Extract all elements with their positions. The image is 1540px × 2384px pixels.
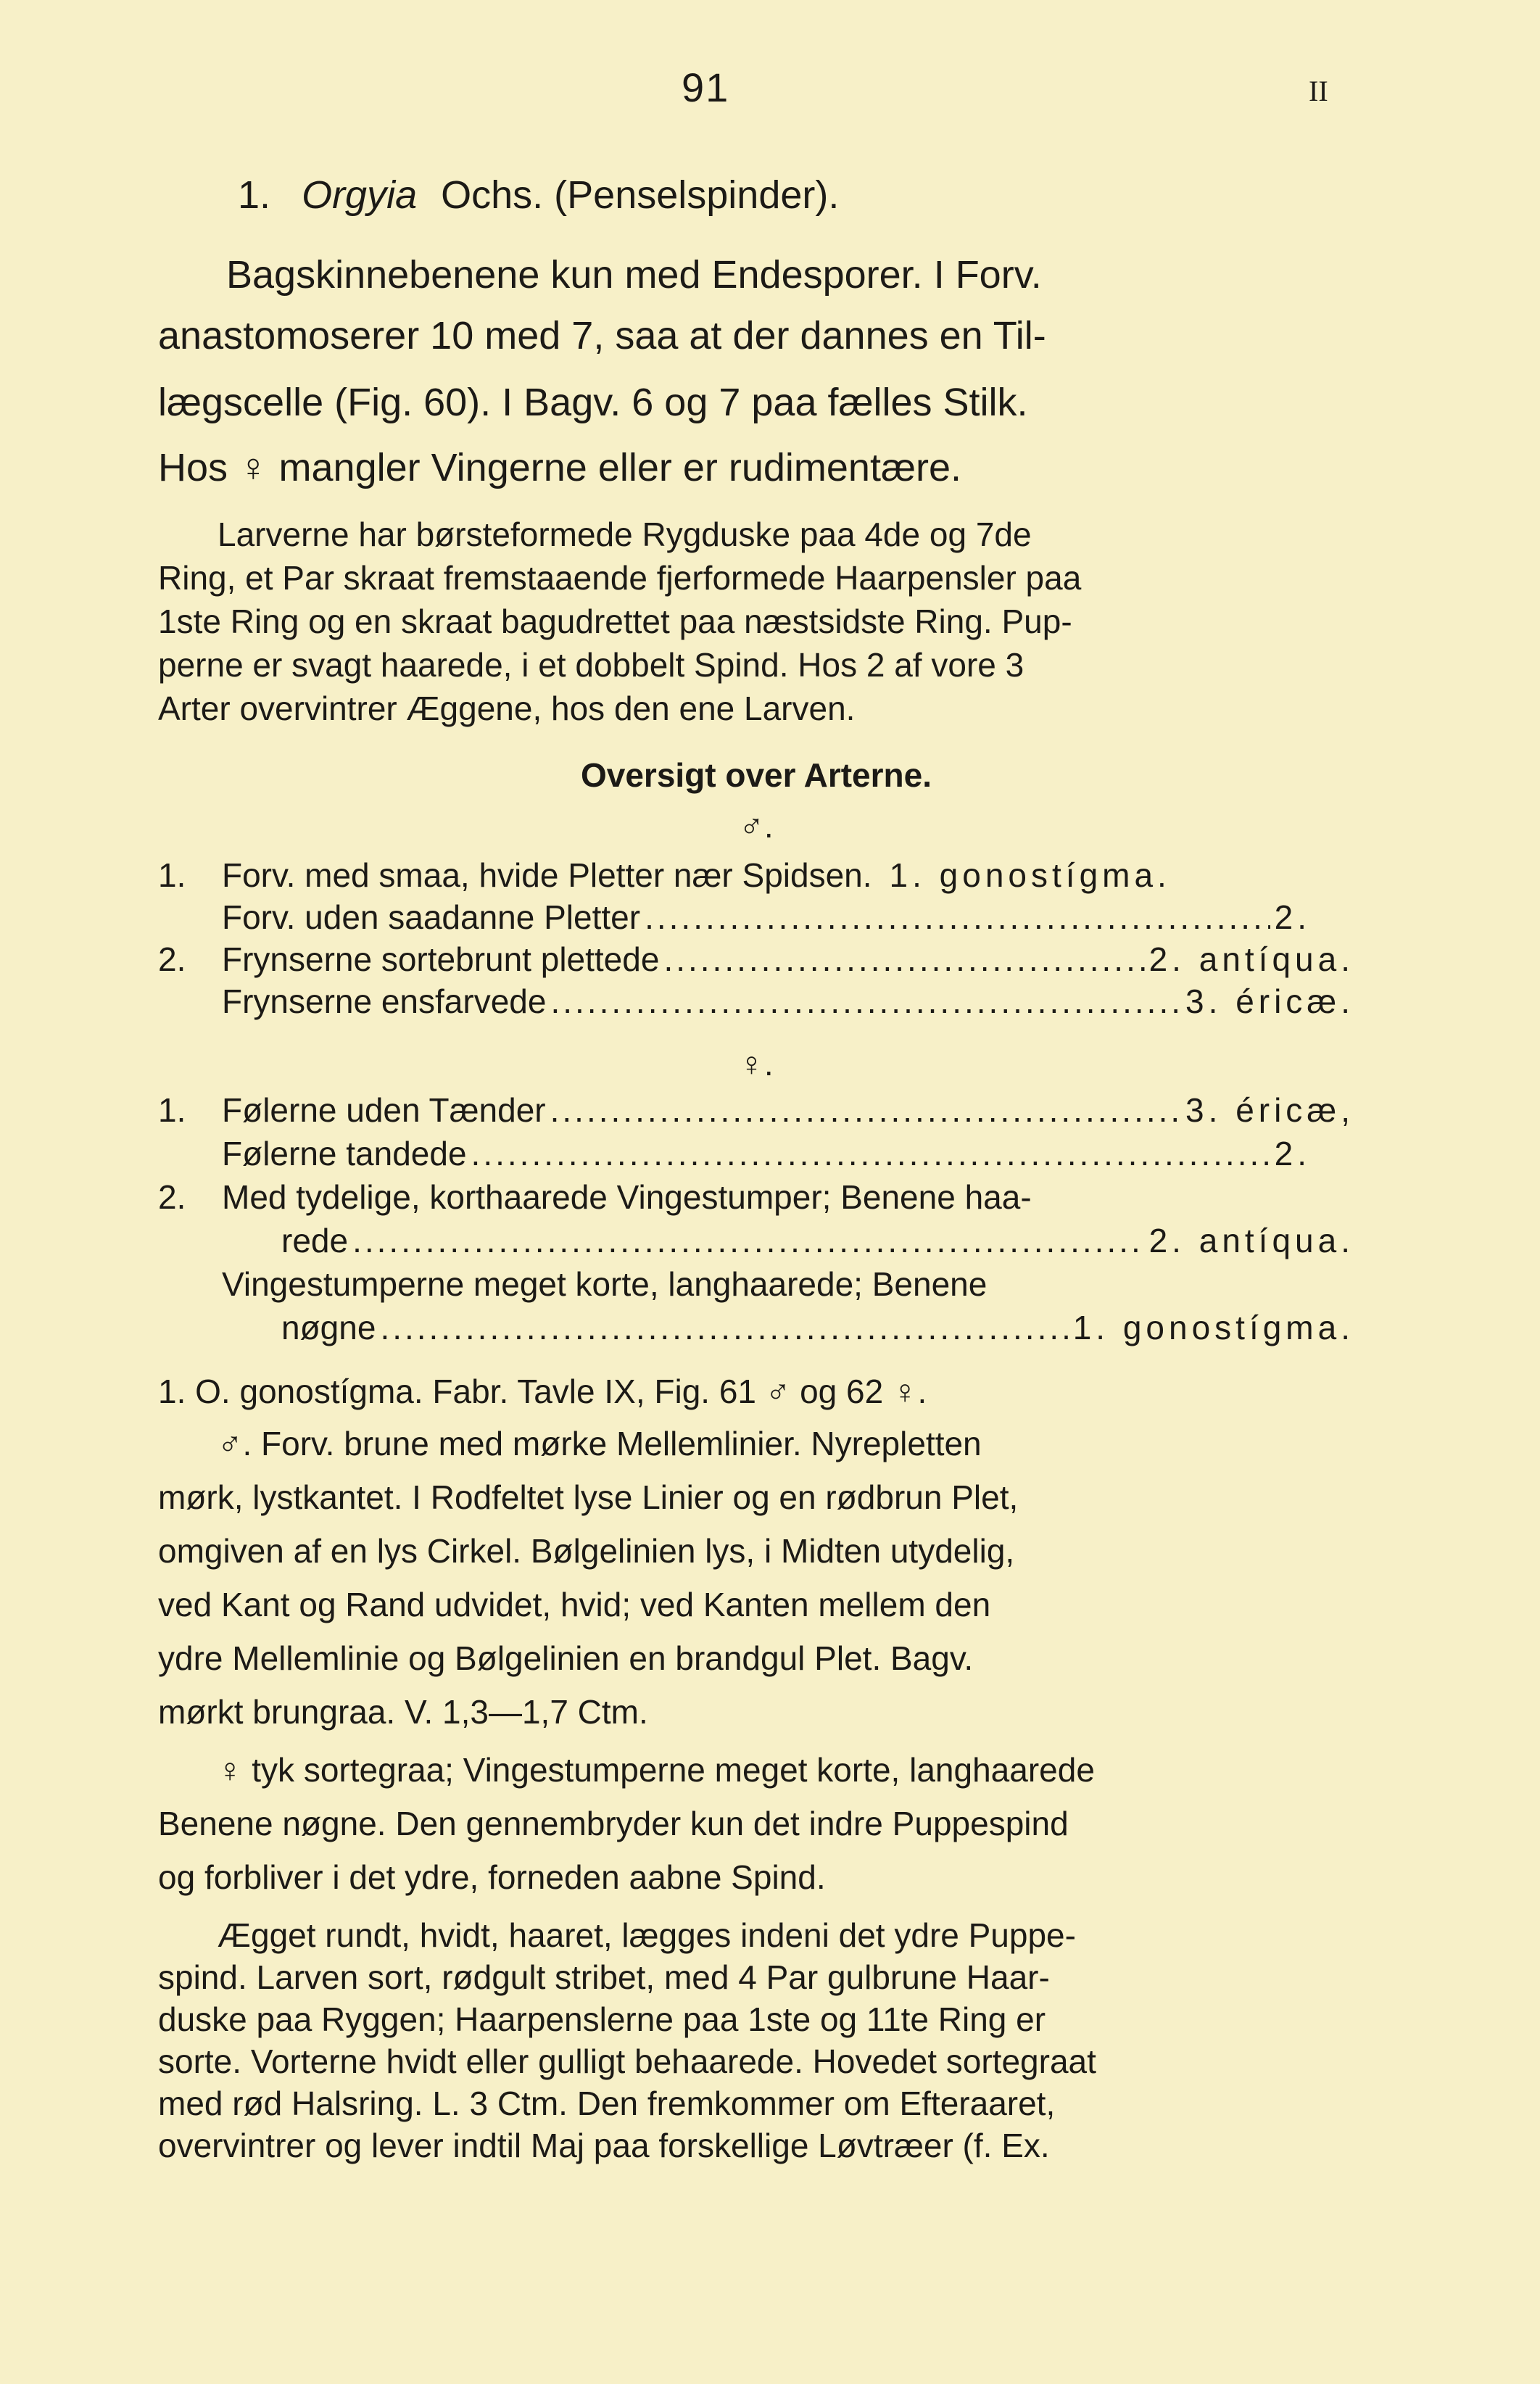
key-row-result: 3. éricæ, <box>1185 1091 1354 1129</box>
leader-dots <box>663 940 1144 979</box>
key-row-number: 2. <box>158 1178 186 1216</box>
key-row-result: 1. gonostígma. <box>889 856 1171 894</box>
egg-larva-line: overvintrer og lever indtil Maj paa forskellige Løvtræer (f. Ex. <box>158 2127 1050 2164</box>
species-female-line: og forbliver i det ydre, forneden aabne Spind. <box>158 1858 826 1896</box>
key-row-text: nøgne <box>281 1309 376 1346</box>
species-male-line: omgiven af en lys Cirkel. Bølgelinien lys, i Midten utydelig, <box>158 1532 1015 1570</box>
key-row-result: 2. antíqua. <box>1148 1222 1354 1259</box>
key-row-result: 3. éricæ. <box>1185 982 1354 1020</box>
key-row-result: 2. antíqua. <box>1148 940 1354 978</box>
key-row-number: 1. <box>158 1091 186 1129</box>
genus-heading <box>238 173 1434 218</box>
leader-dots <box>645 898 1270 937</box>
key-row-number: 2. <box>158 940 186 978</box>
female-symbol: ♀. <box>739 1045 774 1083</box>
larvae-line: Ring, et Par skraat fremstaaende fjerformede Haarpensler paa <box>158 559 1082 597</box>
species-male-line: ydre Mellemlinie og Bølgelinien en brandgul Plet. Bagv. <box>158 1639 974 1677</box>
key-row <box>158 898 1354 937</box>
species-male-line: mørk, lystkantet. I Rodfeltet lyse Linier og en rødbrun Plet, <box>158 1478 1019 1516</box>
key-row-result: 2. <box>1274 1135 1311 1172</box>
key-row-text: Forv. uden saadanne Pletter <box>222 898 641 936</box>
egg-larva-line: Ægget rundt, hvidt, haaret, lægges indeni det ydre Puppe- <box>218 1916 1076 1954</box>
larvae-line: Larverne har børsteformede Rygduske paa 4de og 7de <box>218 516 1032 553</box>
description-line: anastomoserer 10 med 7, saa at der dannes en Til- <box>158 314 1046 357</box>
key-row-number: 1. <box>158 856 186 894</box>
key-row <box>158 1134 1354 1173</box>
larvae-line: 1ste Ring og en skraat bagudrettet paa næstsidste Ring. Pup- <box>158 603 1072 640</box>
larvae-line: Arter overvintrer Æggene, hos den ene Larven. <box>158 690 856 727</box>
egg-larva-line: spind. Larven sort, rødgult stribet, med 4 Par gulbrune Haar- <box>158 1958 1050 1996</box>
key-row <box>158 1177 1354 1217</box>
larvae-line: perne er svagt haarede, i et dobbelt Spind. Hos 2 af vore 3 <box>158 646 1024 684</box>
leader-dots <box>550 1090 1181 1130</box>
species-male-line: ♂. Forv. brune med mørke Mellemlinier. Nyrepletten <box>218 1425 982 1462</box>
key-row-text: Frynserne ensfarvede <box>222 982 547 1020</box>
key-row-result: 2. <box>1274 898 1311 936</box>
species-male-line: ved Kant og Rand udvidet, hvid; ved Kanten mellem den <box>158 1586 991 1623</box>
genus-author: Ochs. (Penselspinder). <box>441 173 840 217</box>
description-line: lægscelle (Fig. 60). I Bagv. 6 og 7 paa fælles Stilk. <box>158 381 1028 424</box>
genus-name: Orgyia <box>302 173 418 217</box>
key-row <box>158 982 1354 1021</box>
key-title: Oversigt over Arterne. <box>580 756 932 794</box>
key-row-text: Forv. med smaa, hvide Pletter nær Spidsen. <box>222 856 872 894</box>
key-row <box>158 1221 1354 1260</box>
leader-dots <box>352 1221 1145 1260</box>
page-number: 91 <box>682 65 730 110</box>
signature-mark: II <box>1309 75 1328 107</box>
key-row <box>158 1090 1354 1130</box>
leader-dots <box>550 982 1181 1021</box>
egg-larva-line: duske paa Ryggen; Haarpenslerne paa 1ste og 11te Ring er <box>158 2000 1046 2038</box>
description-line: Hos ♀ mangler Vingerne eller er rudimentære. <box>158 446 962 489</box>
egg-larva-line: med rød Halsring. L. 3 Ctm. Den fremkommer om Efteraaret, <box>158 2085 1056 2122</box>
species-male-line: mørkt brungraa. V. 1,3—1,7 Ctm. <box>158 1693 648 1731</box>
key-row-text: Følerne uden Tænder <box>222 1091 546 1129</box>
key-row <box>158 856 1354 895</box>
key-row-text: Vingestumperne meget korte, langhaarede; Benene <box>222 1265 988 1303</box>
key-row-result: 1. gonostígma. <box>1072 1309 1354 1346</box>
species-female-line: Benene nøgne. Den gennembryder kun det indre Puppespind <box>158 1805 1069 1842</box>
key-row-text: rede <box>281 1222 349 1259</box>
key-row-text: Frynserne sortebrunt plettede <box>222 940 660 978</box>
genus-number: 1. <box>238 173 271 217</box>
leader-dots <box>380 1308 1068 1347</box>
egg-larva-line: sorte. Vorterne hvidt eller gulligt behaarede. Hovedet sortegraat <box>158 2042 1096 2080</box>
description-line: Bagskinnebenene kun med Endesporer. I Forv. <box>226 253 1042 297</box>
species-heading: 1. O. gonostígma. Fabr. Tavle IX, Fig. 61 ♂ og 62 ♀. <box>158 1373 927 1410</box>
key-row-text: Med tydelige, korthaarede Vingestumper; Benene haa- <box>222 1178 1032 1216</box>
page-header <box>0 64 1540 115</box>
leader-dots <box>471 1134 1270 1173</box>
key-row <box>158 1308 1354 1347</box>
key-row <box>158 1265 1354 1304</box>
species-female-line: ♀ tyk sortegraa; Vingestumperne meget korte, langhaarede <box>218 1751 1095 1789</box>
key-row <box>158 940 1354 979</box>
key-row-text: Følerne tandede <box>222 1135 467 1172</box>
male-symbol: ♂. <box>739 807 774 845</box>
